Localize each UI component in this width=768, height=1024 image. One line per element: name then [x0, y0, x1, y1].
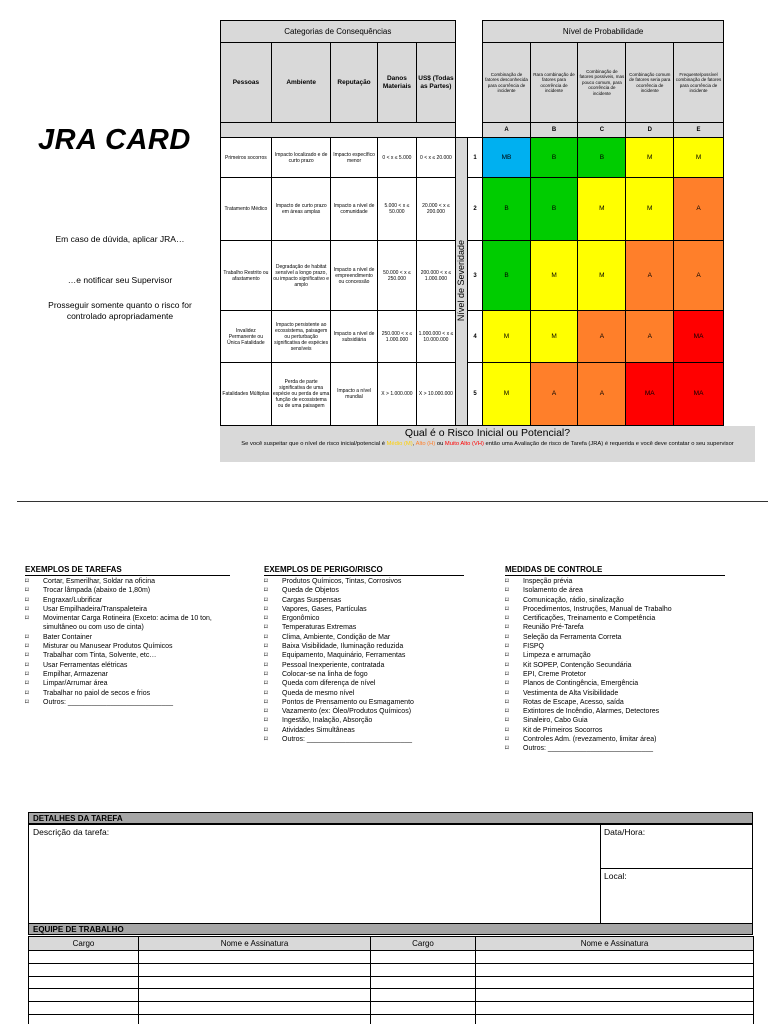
- risk-cell: A: [578, 311, 626, 363]
- prob-letter-b: B: [530, 123, 578, 138]
- checkbox-icon[interactable]: ⌑: [505, 615, 509, 623]
- checkbox-icon[interactable]: ⌑: [505, 670, 509, 678]
- checkbox-icon[interactable]: ⌑: [505, 708, 509, 716]
- task-description-label: Descrição da tarefa:: [33, 827, 110, 837]
- severity-axis-label: Nível de Severidade: [455, 138, 467, 426]
- team-row: [29, 989, 754, 1002]
- checkbox-icon[interactable]: ⌑: [505, 726, 509, 734]
- checklist-item[interactable]: [264, 605, 464, 614]
- prob-letter-c: C: [578, 123, 626, 138]
- col-ambiente: Ambiente: [271, 43, 331, 123]
- risk-matrix: [220, 20, 768, 426]
- checklist-item-label: Outros: ___________________________: [282, 736, 413, 744]
- checklist-item-label: Engraxar/Lubrificar: [43, 596, 103, 604]
- checklist-item[interactable]: [505, 735, 725, 744]
- checklist-item-label: Temperaturas Extremas: [282, 624, 357, 632]
- checklist-item-label: Produtos Químicos, Tintas, Corrosivos: [282, 578, 402, 585]
- team-cell[interactable]: [371, 976, 476, 989]
- checklist-item-label: Vestimenta de Alta Visibilidade: [523, 689, 619, 697]
- checklist-item[interactable]: [25, 642, 230, 651]
- checklist-item-label: Empilhar, Armazenar: [43, 670, 108, 678]
- risk-cell: MA: [674, 363, 724, 426]
- row1-danos: 0 < x ≤ 5.000: [377, 138, 417, 178]
- checklist-item[interactable]: [264, 614, 464, 623]
- checklist-item-label: Movimentar Carga Rotineira (Exceto: acima de 10 ton, simultâneo ou com uso de cinta): [43, 615, 212, 632]
- row4-reputacao: Impacto a nível de subsidiária: [331, 311, 377, 363]
- checklist-item-label: Queda de Objetos: [282, 587, 339, 595]
- checklist-item-label: Bater Container: [43, 633, 93, 641]
- checklist-item-label: Rotas de Escape, Acesso, saída: [523, 698, 624, 706]
- checklist-item[interactable]: [264, 596, 464, 605]
- checklist-item[interactable]: [25, 651, 230, 660]
- checkbox-icon[interactable]: ⌑: [505, 680, 509, 688]
- work-team-table: [28, 936, 754, 1024]
- row1-reputacao: Impacto específico menor: [331, 138, 377, 178]
- checklist-item[interactable]: [505, 642, 725, 651]
- checklist-item-label: Outros: ___________________________: [523, 745, 654, 753]
- checklist-item-label: Usar Empilhadeira/Transpaleteira: [43, 605, 148, 613]
- prob-desc-b: Rara combinação de fatores para ocorrência de incidente: [530, 43, 578, 123]
- risk-cell: A: [674, 241, 724, 311]
- team-cell[interactable]: [371, 1014, 476, 1024]
- row5-usd: X > 10.000.000: [417, 363, 455, 426]
- tasks-list: [25, 565, 230, 707]
- col-usd: US$ (Todas as Partes): [417, 43, 455, 123]
- risk-cell: M: [626, 138, 674, 178]
- checklist-item-label: Trabalhar no paiol de secos e frios: [43, 689, 151, 697]
- team-cell[interactable]: [139, 1014, 371, 1024]
- hazards-title: EXEMPLOS DE PERIGO/RISCO: [264, 565, 464, 576]
- risk-cell: M: [578, 241, 626, 311]
- row2-usd: 20.000 < x ≤ 200.000: [417, 178, 455, 241]
- prob-desc-c: Combinação de fatores possíveis, mas pouco comum, para ocorrência de incidente: [578, 43, 626, 123]
- risk-cell: A: [578, 363, 626, 426]
- checkbox-icon[interactable]: ⌑: [25, 670, 29, 678]
- checklist-item[interactable]: [264, 651, 464, 660]
- team-cell[interactable]: [371, 963, 476, 976]
- checkbox-icon[interactable]: ⌑: [264, 652, 268, 660]
- row2-ambiente: Impacto de curto prazo em áreas amplas: [271, 178, 331, 241]
- risk-cell: M: [674, 138, 724, 178]
- risk-question-title: Qual é o Risco Inicial ou Potencial?: [404, 427, 571, 439]
- checklist-item-label: Pontos de Prensamento ou Esmagamento: [282, 698, 414, 706]
- checklist-item[interactable]: [264, 586, 464, 595]
- team-cell[interactable]: [371, 989, 476, 1002]
- checklist-item-label: Colocar-se na linha de fogo: [282, 670, 368, 678]
- checklist-item-label: Sinaleiro, Cabo Guia: [523, 717, 588, 725]
- checkbox-icon[interactable]: ⌑: [505, 736, 509, 744]
- checkbox-icon[interactable]: ⌑: [505, 633, 509, 641]
- checklist-item[interactable]: [505, 586, 725, 595]
- prob-desc-a: Combinação de fatores desconhecida para ocorrência de incidente: [483, 43, 530, 123]
- checklist-item-label: Limpeza e arrumação: [523, 652, 591, 660]
- checkbox-icon[interactable]: ⌑: [505, 605, 509, 613]
- risk-cell: B: [483, 178, 530, 241]
- checkbox-icon[interactable]: ⌑: [25, 633, 29, 641]
- team-cell[interactable]: [476, 951, 754, 964]
- checklist-item[interactable]: [25, 605, 230, 614]
- team-cell[interactable]: [476, 963, 754, 976]
- prob-letter-e: E: [674, 123, 724, 138]
- severity-5: 5: [467, 363, 483, 426]
- checkbox-icon[interactable]: ⌑: [25, 578, 29, 585]
- team-cell[interactable]: [476, 989, 754, 1002]
- risk-cell: B: [483, 241, 530, 311]
- checkbox-icon[interactable]: ⌑: [264, 596, 268, 604]
- risk-cell: M: [626, 178, 674, 241]
- team-row: [29, 1014, 754, 1024]
- controls-title: MEDIDAS DE CONTROLE: [505, 565, 725, 576]
- row3-usd: 200.000 < x ≤ 1.000.000: [417, 241, 455, 311]
- level-very-high-text: Muito Alto (VH): [444, 441, 484, 447]
- checkbox-icon[interactable]: ⌑: [264, 615, 268, 623]
- row3-danos: 50.000 < x ≤ 250.000: [377, 241, 417, 311]
- row3-reputacao: Impacto a nível de empreendimento ou concessão: [331, 241, 377, 311]
- checkbox-icon[interactable]: ⌑: [264, 689, 268, 697]
- team-col-cargo: Cargo: [29, 937, 139, 951]
- risk-cell: M: [483, 363, 530, 426]
- row4-usd: 1.000.000 < x ≤ 10.000.000: [417, 311, 455, 363]
- checkbox-icon[interactable]: ⌑: [264, 726, 268, 734]
- row4-ambiente: Impacto persistente ao ecossistema, paisagem ou perturbação significativa de espécies sensíveis: [271, 311, 331, 363]
- checklist-item-label: EPI, Creme Protetor: [523, 670, 587, 678]
- checkbox-icon[interactable]: ⌑: [25, 596, 29, 604]
- team-cell[interactable]: [29, 1014, 139, 1024]
- checklist-item[interactable]: [25, 614, 230, 633]
- risk-cell: M: [578, 178, 626, 241]
- checkbox-icon[interactable]: ⌑: [505, 587, 509, 595]
- checkbox-icon[interactable]: ⌑: [264, 736, 268, 744]
- risk-cell: A: [626, 241, 674, 311]
- checklist-item[interactable]: [264, 661, 464, 670]
- checklist-item-label: Baixa Visibilidade, Iluminação reduzida: [282, 643, 404, 651]
- team-cell[interactable]: [476, 1014, 754, 1024]
- checklist-item[interactable]: [264, 689, 464, 698]
- checklist-item-label: Cortar, Esmerilhar, Soldar na oficina: [43, 578, 156, 585]
- doubt-note: Em caso de dúvida, aplicar JRA…: [55, 234, 185, 244]
- checklist-item-label: Ergonômico: [282, 615, 320, 623]
- controls-list: [505, 565, 725, 754]
- checklist-item[interactable]: [505, 596, 725, 605]
- checklist-item[interactable]: [25, 596, 230, 605]
- team-row: [29, 963, 754, 976]
- row5-reputacao: Impacto a nível mundial: [331, 363, 377, 426]
- checklist-item[interactable]: [264, 633, 464, 642]
- checkbox-icon[interactable]: ⌑: [264, 643, 268, 651]
- team-cell[interactable]: [139, 976, 371, 989]
- checkbox-icon[interactable]: ⌑: [264, 680, 268, 688]
- checkbox-icon[interactable]: ⌑: [25, 652, 29, 660]
- checklist-item-label: Queda de mesmo nível: [282, 689, 355, 697]
- team-cell[interactable]: [29, 951, 139, 964]
- checklist-item-label: Cargas Suspensas: [282, 596, 342, 604]
- probability-header: Nível de Probabilidade: [483, 21, 724, 43]
- checkbox-icon[interactable]: ⌑: [505, 745, 509, 753]
- notify-note: …e notificar seu Supervisor: [67, 275, 173, 285]
- row1-pessoas: Primeiros socorros: [221, 138, 272, 178]
- checklist-item[interactable]: [505, 605, 725, 614]
- checklist-item-label: Outros: ___________________________: [43, 698, 174, 706]
- risk-question-band: [220, 426, 755, 462]
- row4-pessoas: Invalidez Permanente ou Única Fatalidade: [221, 311, 272, 363]
- checklist-item[interactable]: [264, 707, 464, 716]
- checklist-item[interactable]: [505, 698, 725, 707]
- row1-ambiente: Impacto localizado e de curto prazo: [271, 138, 331, 178]
- risk-cell: B: [530, 138, 578, 178]
- row4-danos: 250.000 < x ≤ 1.000.000: [377, 311, 417, 363]
- checklist-item[interactable]: [264, 623, 464, 632]
- checkbox-icon[interactable]: ⌑: [505, 578, 509, 585]
- risk-cell: MB: [483, 138, 530, 178]
- col-pessoas: Pessoas: [221, 43, 272, 123]
- row5-danos: X > 1.000.000: [377, 363, 417, 426]
- risk-cell: MA: [674, 311, 724, 363]
- checkbox-icon[interactable]: ⌑: [25, 680, 29, 688]
- checklist-item-label: Trabalhar com Tinta, Solvente, etc…: [43, 652, 157, 660]
- row5-pessoas: Fatalidades Múltiplas: [221, 363, 272, 426]
- checkbox-icon[interactable]: ⌑: [264, 578, 268, 585]
- consequences-header: Categorias de Consequências: [221, 21, 456, 43]
- team-row: [29, 976, 754, 989]
- checklist-item[interactable]: [264, 698, 464, 707]
- checklist-item-label: Clima, Ambiente, Condição de Mar: [282, 633, 391, 641]
- checklist-item[interactable]: [264, 670, 464, 679]
- team-cell[interactable]: [371, 1002, 476, 1015]
- row2-danos: 5.000 < x ≤ 50.000: [377, 178, 417, 241]
- checkbox-icon[interactable]: ⌑: [264, 670, 268, 678]
- checklist-item[interactable]: [505, 689, 725, 698]
- checklist-item[interactable]: [505, 716, 725, 725]
- checklist-item[interactable]: [264, 679, 464, 688]
- checklist-item-label: Seleção da Ferramenta Correta: [523, 633, 622, 641]
- checklist-item[interactable]: [505, 670, 725, 679]
- checkbox-icon[interactable]: ⌑: [264, 624, 268, 632]
- severity-1: 1: [467, 138, 483, 178]
- checklist-item[interactable]: [25, 670, 230, 679]
- checklist-item[interactable]: [25, 698, 230, 707]
- col-reputacao: Reputação: [331, 43, 377, 123]
- checklist-item[interactable]: [264, 716, 464, 725]
- level-high-text: Alto (H): [415, 441, 436, 447]
- checkbox-icon[interactable]: ⌑: [264, 717, 268, 725]
- row1-usd: 0 < x ≤ 20.000: [417, 138, 455, 178]
- checklist-item[interactable]: [505, 614, 725, 623]
- checklist-item-label: Comunicação, rádio, sinalização: [523, 596, 624, 604]
- checklist-item[interactable]: [505, 623, 725, 632]
- risk-cell: M: [530, 311, 578, 363]
- checklist-item[interactable]: [264, 642, 464, 651]
- checklist-item[interactable]: [25, 633, 230, 642]
- checklist-item[interactable]: [264, 735, 464, 744]
- row5-ambiente: Perda de parte significativa de uma espécie ou perda de uma função de ecossistema ou de uma paisagem: [271, 363, 331, 426]
- checklist-item-label: Planos de Contingência, Emergência: [523, 680, 639, 688]
- checklist-item[interactable]: [505, 577, 725, 586]
- checkbox-icon[interactable]: ⌑: [25, 605, 29, 613]
- team-row: [29, 1002, 754, 1015]
- checklist-item[interactable]: [264, 577, 464, 586]
- checkbox-icon[interactable]: ⌑: [25, 698, 29, 706]
- prob-desc-e: Frequente/possível combinação de fatores para ocorrência de incidente: [674, 43, 724, 123]
- level-medium-text: Médio (M): [386, 441, 413, 447]
- checklist-item[interactable]: [505, 679, 725, 688]
- checkbox-icon[interactable]: ⌑: [25, 587, 29, 595]
- prob-letter-a: A: [483, 123, 530, 138]
- checkbox-icon[interactable]: ⌑: [505, 717, 509, 725]
- checkbox-icon[interactable]: ⌑: [505, 596, 509, 604]
- checklist-item-label: Limpar/Arrumar área: [43, 680, 108, 688]
- checklist-item-label: Isolamento de área: [523, 587, 583, 595]
- prob-letter-d: D: [626, 123, 674, 138]
- checklist-item-label: Queda com diferença de nível: [282, 680, 376, 688]
- checkbox-icon[interactable]: ⌑: [264, 661, 268, 669]
- checkbox-icon[interactable]: ⌑: [264, 708, 268, 716]
- checklist-item-label: Certificações, Treinamento e Competência: [523, 615, 656, 623]
- checklist-item[interactable]: [505, 661, 725, 670]
- risk-cell: B: [578, 138, 626, 178]
- checklist-item-label: Usar Ferramentas elétricas: [43, 661, 128, 669]
- team-cell[interactable]: [476, 976, 754, 989]
- checklist-item[interactable]: [25, 689, 230, 698]
- tasks-title: EXEMPLOS DE TAREFAS: [25, 565, 230, 576]
- checklist-item-label: Misturar ou Manusear Produtos Químicos: [43, 643, 173, 651]
- checklist-item-label: Equipamento, Maquinário, Ferramentas: [282, 652, 406, 660]
- checkbox-icon[interactable]: ⌑: [25, 615, 29, 623]
- team-cell[interactable]: [29, 989, 139, 1002]
- team-cell[interactable]: [139, 951, 371, 964]
- checkbox-icon[interactable]: ⌑: [505, 689, 509, 697]
- checklist-item-label: Ingestão, Inalação, Absorção: [282, 717, 373, 725]
- checkbox-icon[interactable]: ⌑: [264, 633, 268, 641]
- checklist-item-label: Pessoal Inexperiente, contratada: [282, 661, 385, 669]
- section-divider: [17, 501, 768, 502]
- checklist-item[interactable]: [264, 726, 464, 735]
- checklist-item-label: FISPQ: [523, 643, 545, 651]
- team-cell[interactable]: [139, 989, 371, 1002]
- checklist-item[interactable]: [505, 726, 725, 735]
- checkbox-icon[interactable]: ⌑: [264, 698, 268, 706]
- checkbox-icon[interactable]: ⌑: [264, 587, 268, 595]
- risk-cell: A: [626, 311, 674, 363]
- checklist-item-label: Controles Adm. (revezamento, limitar área): [523, 736, 657, 744]
- team-col-cargo-2: Cargo: [371, 937, 476, 951]
- risk-cell: A: [674, 178, 724, 241]
- checklist-item-label: Procedimentos, Instruções, Manual de Trabalho: [523, 605, 672, 613]
- task-details-header: DETALHES DA TAREFA: [28, 812, 753, 824]
- hazards-list: [264, 565, 464, 744]
- row2-pessoas: Tratamento Médico: [221, 178, 272, 241]
- checklist-item-label: Inspeção prévia: [523, 578, 573, 585]
- datetime-label: Data/Hora:: [604, 827, 646, 837]
- task-description-field[interactable]: [28, 824, 601, 924]
- prob-desc-d: Combinação comum de fatores seria para ocorrência de incidente: [626, 43, 674, 123]
- row3-pessoas: Trabalho Restrito ou afastamento: [221, 241, 272, 311]
- risk-cell: A: [530, 363, 578, 426]
- team-cell[interactable]: [139, 963, 371, 976]
- checklist-item-label: Vazamento (ex: Óleo/Produtos Químicos): [282, 708, 412, 716]
- checklist-item-label: Atividades Simultâneas: [282, 726, 355, 734]
- team-cell[interactable]: [476, 1002, 754, 1015]
- checkbox-icon[interactable]: ⌑: [25, 689, 29, 697]
- checkbox-icon[interactable]: ⌑: [505, 698, 509, 706]
- checkbox-icon[interactable]: ⌑: [25, 643, 29, 651]
- checkbox-icon[interactable]: ⌑: [505, 661, 509, 669]
- checklist-item-label: Vapores, Gases, Partículas: [282, 605, 367, 613]
- work-team-header: EQUIPE DE TRABALHO: [28, 923, 753, 935]
- team-col-nome-2: Nome e Assinatura: [476, 937, 754, 951]
- checkbox-icon[interactable]: ⌑: [505, 652, 509, 660]
- severity-4: 4: [467, 311, 483, 363]
- checklist-item[interactable]: [505, 633, 725, 642]
- row3-ambiente: Degradação de habitat sensível a longo prazo, ou impacto significativo e amplo: [271, 241, 331, 311]
- checkbox-icon[interactable]: ⌑: [505, 643, 509, 651]
- risk-question-text: Se você suspeitar que o nível de risco inicial/potencial é Médio (M), Alto (H) ou Muito Alto (VH) então uma Avaliação de risco de Tarefa (JRA) é requerida e você deve contatar o seu supervisor: [241, 441, 734, 447]
- proceed-note: Prosseguir somente quanto o risco for controlado apropriadamente: [48, 300, 192, 321]
- row2-reputacao: Impacto a nível de comunidade: [331, 178, 377, 241]
- team-col-nome: Nome e Assinatura: [139, 937, 371, 951]
- checklist-item[interactable]: [505, 744, 725, 753]
- checklist-item-label: Reunião Pré-Tarefa: [523, 624, 584, 632]
- team-cell[interactable]: [29, 963, 139, 976]
- col-danos: Danos Materiais: [377, 43, 417, 123]
- risk-cell: B: [530, 178, 578, 241]
- team-cell[interactable]: [371, 951, 476, 964]
- checklist-item[interactable]: [25, 661, 230, 670]
- checklist-item[interactable]: [505, 707, 725, 716]
- checklist-item-label: Kit de Primeiros Socorros: [523, 726, 603, 734]
- risk-cell: M: [483, 311, 530, 363]
- risk-cell: MA: [626, 363, 674, 426]
- checklist-item[interactable]: [505, 651, 725, 660]
- checklist-item[interactable]: [25, 679, 230, 688]
- checkbox-icon[interactable]: ⌑: [505, 624, 509, 632]
- severity-2: 2: [467, 178, 483, 241]
- checklist-item[interactable]: [25, 586, 230, 595]
- severity-3: 3: [467, 241, 483, 311]
- checkbox-icon[interactable]: ⌑: [264, 605, 268, 613]
- team-cell[interactable]: [139, 1002, 371, 1015]
- team-cell[interactable]: [29, 976, 139, 989]
- location-label: Local:: [604, 871, 627, 881]
- checkbox-icon[interactable]: ⌑: [25, 661, 29, 669]
- team-cell[interactable]: [29, 1002, 139, 1015]
- checklist-item-label: Kit SOPEP, Contenção Secundária: [523, 661, 632, 669]
- team-row: [29, 951, 754, 964]
- checklist-item[interactable]: [25, 577, 230, 586]
- checklist-item-label: Extintores de Incêndio, Alarmes, Detectores: [523, 708, 660, 716]
- checklist-item-label: Trocar lâmpada (abaixo de 1,80m): [43, 587, 151, 595]
- card-title: JRA CARD: [38, 124, 191, 156]
- risk-cell: M: [530, 241, 578, 311]
